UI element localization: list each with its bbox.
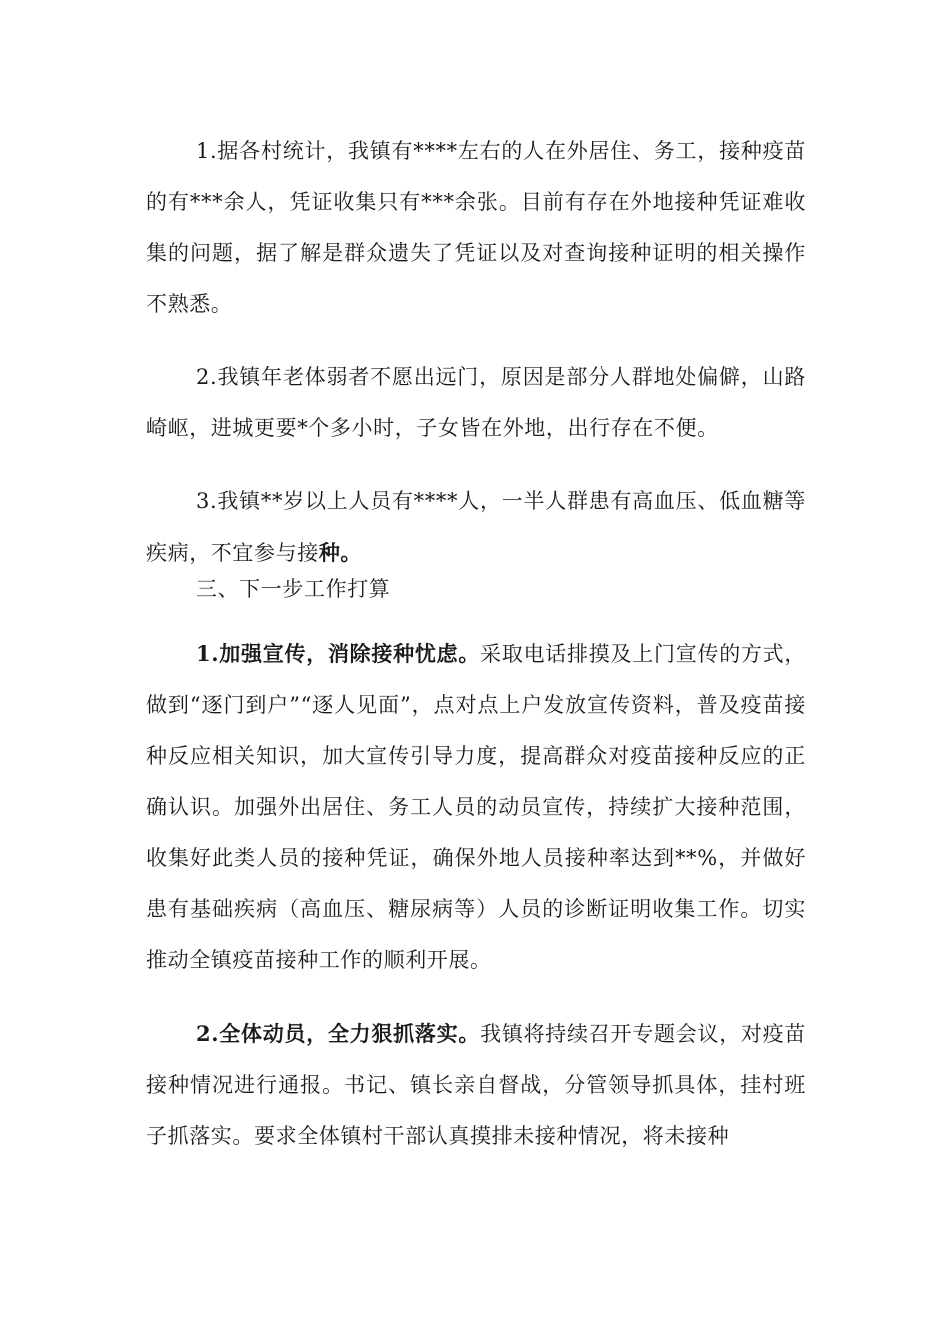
paragraph-issue-3-text: 3.我镇**岁以上人员有****人，一半人群患有高血压、低血糖等疾病，不宜参与接 [146, 489, 806, 565]
paragraph-plan-1 [146, 628, 806, 986]
paragraph-plan-1-lead: 1.加强宣传，消除接种忧虑。 [196, 641, 481, 666]
issues-list [146, 126, 806, 579]
paragraph-issue-1: 1.据各村统计，我镇有****左右的人在外居住、务工，接种疫苗的有***余人，凭证收集只有***余张。目前有存在外地接种凭证难收集的问题，据了解是群众遗失了凭证以及对查询接种证明的相关操作不熟悉。 [146, 139, 806, 316]
paragraph-issue-3-bold-end: 种。 [318, 540, 363, 565]
paragraph-plan-2-body: 我镇将持续召开专题会议，对疫苗接种情况进行通报。书记、镇长亲自督战，分管领导抓具体，挂村班子抓落实。要求全体镇村干部认真摸排未接种情况，将未接种 [146, 1022, 806, 1148]
paragraph-plan-2 [146, 1008, 806, 1162]
paragraph-plan-2-lead: 2.全体动员，全力狠抓落实。 [196, 1021, 481, 1046]
paragraph-plan-1-body: 采取电话排摸及上门宣传的方式，做到“逐门到户”“逐人见面”，点对点上户发放宣传资料，普及疫苗接种反应相关知识，加大宣传引导力度，提高群众对疫苗接种反应的正确认识。加强外出居住、务工人员的动员宣传，持续扩大接种范围，收集好此类人员的接种凭证，确保外地人员接种率达到**%，并做好患有基础疾病（高血压、糖尿病等）人员的诊断证明收集工作。切实推动全镇疫苗接种工作的顺利开展。 [146, 642, 806, 972]
plan-list [146, 628, 806, 1162]
paragraph-issue-2: 2.我镇年老体弱者不愿出远门，原因是部分人群地处偏僻，山路崎岖，进城更要*个多小时，子女皆在外地，出行存在不便。 [146, 365, 806, 440]
section-heading: 三、下一步工作打算 [196, 577, 391, 601]
